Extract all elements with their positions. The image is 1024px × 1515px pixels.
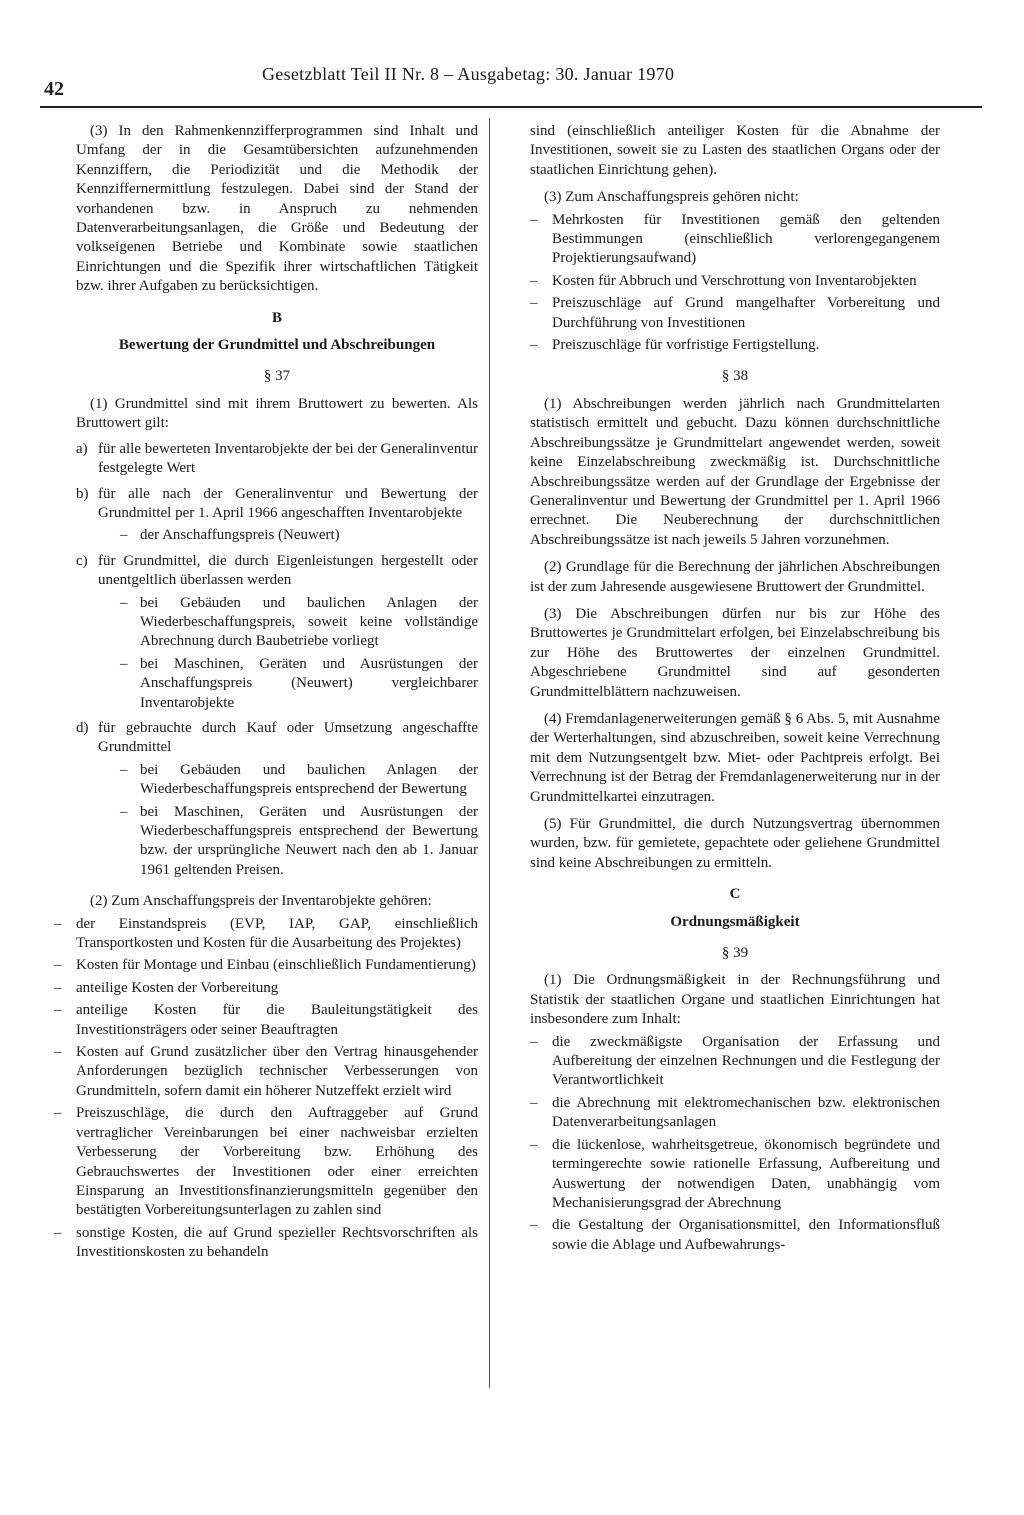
- paragraph-37-2: (2) Zum Anschaffungspreis der Inventarobjekte gehören:: [90, 893, 432, 910]
- dash-marker: –: [530, 1136, 538, 1153]
- dash-marker: –: [120, 761, 128, 778]
- dash-marker: –: [54, 1224, 62, 1241]
- item-label: b): [76, 485, 89, 502]
- dash-marker: –: [120, 594, 128, 611]
- sub-item: [120, 655, 478, 713]
- dash-marker: –: [54, 979, 62, 996]
- list-item: [54, 1001, 478, 1040]
- list-item: [530, 272, 940, 291]
- dash-marker: –: [530, 1033, 538, 1050]
- list-item-text: Kosten auf Grund zusätzlicher über den Vertrag hinausgehender Anforderungen bezüglich technischer Verbesserungen von Grundmitteln, sofern damit ein höherer Nutzeffekt erzielt wird: [76, 1044, 478, 1099]
- list-item-text: die Gestaltung der Organisationsmittel, den Informationsfluß sowie die Ablage und Aufbewahrungs-: [552, 1217, 940, 1253]
- list-item: [530, 1136, 940, 1214]
- item-text: [98, 719, 478, 880]
- dash-marker: –: [120, 803, 128, 820]
- list-item: [54, 979, 478, 998]
- dash-marker: –: [530, 1094, 538, 1111]
- list-item: [530, 294, 940, 333]
- dash-marker: –: [54, 915, 62, 932]
- paragraph-37-1: (1) Grundmittel sind mit ihrem Bruttowert zu bewerten. Als Bruttowert gilt:: [76, 395, 478, 432]
- column-divider: [489, 118, 490, 1388]
- continuation-text: sind (einschließlich anteiliger Kosten für die Abnahme der Investitionen, soweit sie zu Lasten des staatlichen Organs oder der staatlichen Einrichtung gehen).: [530, 123, 940, 178]
- section-title-b: Bewertung der Grundmittel und Abschreibungen: [118, 337, 436, 354]
- paragraph-38-2: (2) Grundlage für die Berechnung der jährlichen Abschreibungen ist der zum Jahresende ausgewiesene Bruttowert der Grundmittel.: [530, 559, 940, 595]
- dash-marker: –: [530, 295, 538, 312]
- dash-marker: –: [54, 1002, 62, 1019]
- list-item-text: Mehrkosten für Investitionen gemäß den geltenden Bestimmungen (einschließlich verlorengegangenem Projektierungsaufwand): [552, 211, 940, 267]
- item-a: [76, 440, 478, 479]
- list-item: [54, 915, 478, 954]
- list-item-text: anteilige Kosten der Vorbereitung: [76, 979, 279, 996]
- dash-marker: –: [530, 272, 538, 289]
- paragraph-38-1: (1) Abschreibungen werden jährlich nach Grundmittelarten statistisch ermittelt und gebucht. Dazu können durchschnittliche Abschreibungssätze je Grundmittelart angewendet werden, soweit keine Einzelabschreibung zweckmäßig ist. Durchschnittliche Abschreibungssätze werden auf der Grundlage der Ergebnisse der Generalinventur und Bewertung der Grundmittel per 1. April 1966 errechnet. Die Neuberechnung der durchschnittlichen Abschreibungssätze ist nach jeweils 5 Jahren vorzunehmen.: [530, 395, 940, 548]
- sub-item-text: bei Maschinen, Geräten und Ausrüstungen der Wiederbeschaffungspreis entsprechend der Bewertung bzw. der ursprüngliche Neuwert nach den ab 1. Januar 1961 geltenden Preisen.: [140, 803, 478, 878]
- page-number: 42: [44, 78, 64, 100]
- item-label: d): [76, 719, 89, 736]
- list-item: [530, 336, 940, 355]
- section-letter-c: C: [729, 886, 741, 903]
- item-b: [76, 485, 478, 546]
- item-label: c): [76, 552, 88, 569]
- sub-item: [120, 761, 478, 800]
- sub-item-text: bei Gebäuden und baulichen Anlagen der Wiederbeschaffungspreis entsprechend der Bewertung: [140, 761, 478, 798]
- item-body: für gebrauchte durch Kauf oder Umsetzung angeschaffte Grundmittel: [98, 719, 478, 756]
- page-header: [40, 60, 980, 100]
- dash-marker: –: [54, 1105, 62, 1122]
- section-letter-b: B: [271, 309, 282, 326]
- dash-marker: –: [120, 655, 128, 672]
- list-item-text: anteilige Kosten für die Bauleitungstätigkeit des Investitionsträgers oder seiner Beauftragten: [76, 1002, 478, 1038]
- left-column: [54, 122, 478, 1263]
- list-item-text: die zweckmäßigste Organisation der Erfassung und Aufbereitung der einzelnen Rechnungen und die Festlegung der Verantwortlichkeit: [552, 1033, 940, 1089]
- sub-item-text: der Anschaffungspreis (Neuwert): [140, 527, 340, 544]
- sub-item: [120, 803, 478, 881]
- right-column: [530, 122, 940, 1255]
- list-item-text: Preiszuschläge für vorfristige Fertigstellung.: [552, 337, 820, 354]
- list-item-text: Kosten für Montage und Einbau (einschließlich Fundamentierung): [76, 957, 476, 974]
- paragraph-heading-37: § 37: [263, 368, 291, 385]
- list-item-text: die lückenlose, wahrheitsgetreue, ökonomisch begründete und termingerechte sowie rationelle Erfassung, Aufbereitung und Auswertung der notwendigen Daten, unabhängig vom Mechanisierungsgrad der Abrechnung: [552, 1136, 940, 1211]
- list-item-text: die Abrechnung mit elektromechanischen bzw. elektronischen Datenverarbeitungsanlagen: [552, 1094, 940, 1131]
- list-item-text: Preiszuschläge auf Grund mangelhafter Vorbereitung und Durchführung von Investitionen: [552, 295, 940, 331]
- paragraph-38-4: (4) Fremdanlagenerweiterungen gemäß § 6 Abs. 5, mit Ausnahme der Werterhaltungen, sind abzuschreiben, soweit keine Verrechnung mit dem Nutzungsentgelt bzw. Miet- oder Pachtpreis erfolgt. Bei Verrechnung ist der Betrag der Fremdanlagenerweiterung nur in der Grundmittelkartei einzutragen.: [530, 710, 940, 805]
- item-text: für alle bewerteten Inventarobjekte der bei der Generalinventur festgelegte Wert: [98, 440, 478, 477]
- list-item: [530, 1216, 940, 1255]
- list-item-text: Preiszuschläge, die durch den Auftraggeber auf Grund vertraglicher Vereinbarungen bei einer nachweisbar erzielten Verbesserung der Vorbereitung bzw. Erhöhung des Gebrauchswertes der Investitionen oder einer erreichten Einsparung an Investitionsfinanzierungsmitteln gegenüber den bestätigten Vorbereitungsunterlagen zu zahlen sind: [76, 1105, 478, 1219]
- item-text: [98, 552, 478, 713]
- list-item: [530, 1094, 940, 1133]
- paragraph-36-3: (3) In den Rahmenkennzifferprogrammen sind Inhalt und Umfang der in die Gesamtübersichten aufzunehmenden Kennziffern, die Periodizität und die Methodik der Kennziffernermittlung festzulegen. Dabei sind der Stand der vorhandenen bzw. in Anspruch zu nehmenden Datenverarbeitungsanlagen, die Größe und Bedeutung der volkseigenen Betriebe und Kombinate sowie staatlichen Einrichtungen und die Spezifik ihrer wirtschaftlichen Tätigkeit bzw. ihrer Aufgaben zu berücksichtigen.: [76, 123, 478, 295]
- list-item: [54, 1104, 478, 1220]
- dash-marker: –: [54, 957, 62, 974]
- paragraph-heading-38: § 38: [721, 368, 749, 385]
- item-body: für Grundmittel, die durch Eigenleistungen hergestellt oder unentgeltlich überlassen werden: [98, 552, 478, 589]
- dash-marker: –: [530, 337, 538, 354]
- paragraph-39-1: (1) Die Ordnungsmäßigkeit in der Rechnungsführung und Statistik der staatlichen Organe und staatlichen Einrichtungen hat insbesondere zum Inhalt:: [530, 972, 940, 1028]
- dash-marker: –: [530, 211, 538, 228]
- list-item: [54, 1224, 478, 1263]
- running-head: Gesetzblatt Teil II Nr. 8 – Ausgabetag: 30. Januar 1970: [262, 64, 675, 84]
- sub-item-text: bei Gebäuden und baulichen Anlagen der Wiederbeschaffungspreis, soweit keine vollständige Abrechnung durch Baubetriebe vorliegt: [140, 594, 478, 650]
- paragraph-heading-39: § 39: [721, 945, 749, 962]
- paragraph-38-5: (5) Für Grundmittel, die durch Nutzungsvertrag übernommen wurden, bzw. für gemietete, gepachtete oder geliehene Grundmittel sind keine Abschreibungen zu ermitteln.: [530, 816, 940, 871]
- paragraph-38-3: (3) Die Abschreibungen dürfen nur bis zur Höhe des Bruttowertes je Grundmittelart erfolgen, bei Einzelabschreibung bis zur Höhe des Bruttowertes der einzelnen Grundmittel. Abgeschriebene Grundmittel sind auf gesonderten Grundmittelblättern nachzuweisen.: [530, 605, 940, 700]
- item-d: [76, 719, 478, 880]
- item-c: [76, 552, 478, 713]
- header-rule: [40, 106, 982, 108]
- item-text: [98, 485, 478, 546]
- list-item-text: der Einstandspreis (EVP, IAP, GAP, einschließlich Transportkosten und Kosten für die Ausarbeitung des Projektes): [76, 915, 478, 952]
- item-body: für alle nach der Generalinventur und Bewertung der Grundmittel per 1. April 1966 angeschafften Inventarobjekte: [98, 485, 478, 521]
- list-item-text: Kosten für Abbruch und Verschrottung von Inventarobjekten: [552, 272, 917, 289]
- list-item: [530, 211, 940, 269]
- list-item-text: sonstige Kosten, die auf Grund spezieller Rechtsvorschriften als Investitionskosten zu behandeln: [76, 1224, 478, 1261]
- paragraph-37-3: (3) Zum Anschaffungspreis gehören nicht:: [544, 189, 799, 206]
- item-label: a): [76, 440, 88, 457]
- section-title-c: Ordnungsmäßigkeit: [670, 913, 800, 930]
- sub-item: [120, 526, 478, 545]
- list-item: [530, 1033, 940, 1091]
- list-item: [54, 956, 478, 975]
- sub-item-text: bei Maschinen, Geräten und Ausrüstungen der Anschaffungspreis (Neuwert) vergleichbarer Inventarobjekte: [140, 655, 478, 711]
- list-item: [54, 1043, 478, 1101]
- dash-marker: –: [530, 1217, 538, 1234]
- sub-item: [120, 594, 478, 652]
- dash-marker: –: [120, 527, 128, 544]
- dash-marker: –: [54, 1044, 62, 1061]
